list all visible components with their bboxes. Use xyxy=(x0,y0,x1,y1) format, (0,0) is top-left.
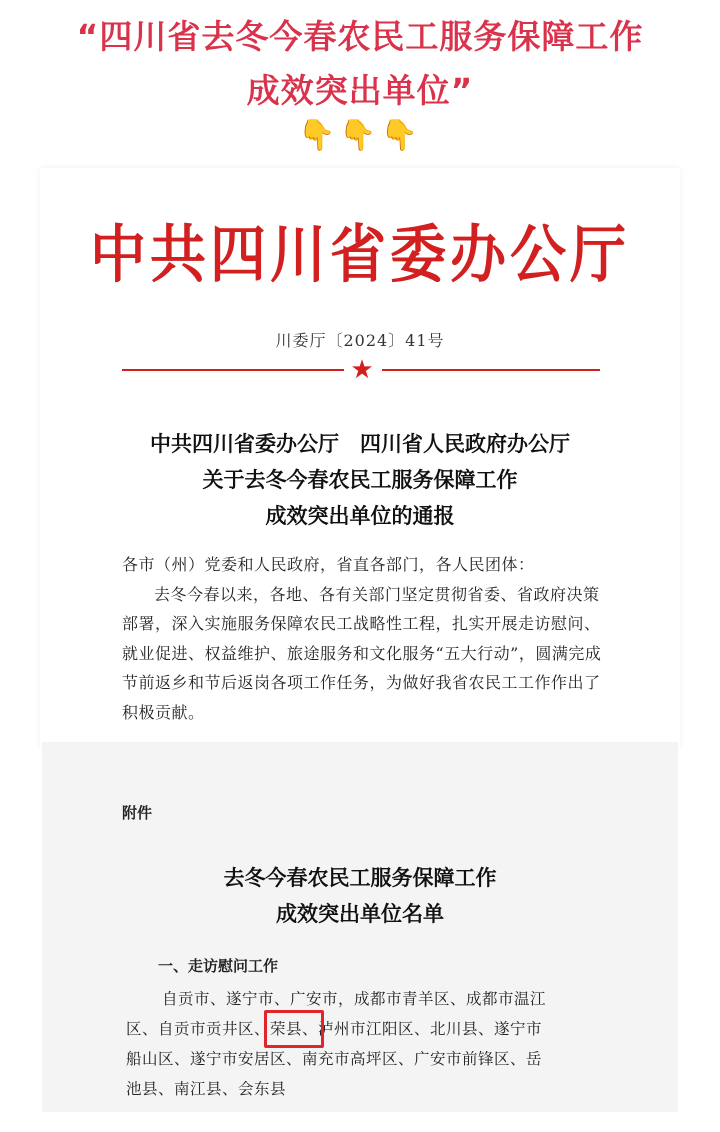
attachment-page xyxy=(42,742,678,1112)
unit-text: 区、自贡市贡井区、 xyxy=(126,1020,271,1038)
attachment-title-line: 成效突出单位名单 xyxy=(276,901,444,926)
unit-list xyxy=(126,984,606,1104)
red-divider-right xyxy=(382,369,600,371)
unit-list-line xyxy=(126,1074,606,1104)
section-heading: 一、走访慰问工作 xyxy=(158,957,279,975)
salutation: 各市（州）党委和人民政府，省直各部门，各人民团体： xyxy=(122,555,535,574)
unit-list-line xyxy=(126,984,606,1014)
headline-line-2: 成效突出单位” xyxy=(246,71,474,110)
headline-line-1: “四川省去冬今春农民工服务保障工作 xyxy=(76,17,644,56)
notice-title-line: 成效突出单位的通报 xyxy=(265,503,455,528)
red-star-icon: ★ xyxy=(350,355,374,385)
official-notice-page xyxy=(40,168,680,748)
document-number: 川委厅〔2024〕41号 xyxy=(275,331,445,350)
unit-list-line xyxy=(126,1044,606,1074)
highlighted-unit-rongxian: 荣县、 xyxy=(270,1014,318,1044)
unit-list-line xyxy=(126,1014,606,1044)
body-paragraph: 去冬今春以来，各地、各有关部门坚定贯彻省委、省政府决策部署，深入实施服务保障农民工战略性工程，扎实开展走访慰问、就业促进、权益维护、旅途服务和文化服务“五大行动”，圆满完成节前返乡和节后返岗各项工作任务，为做好我省农民工工作作出了积极贡献。 xyxy=(122,584,602,722)
unit-text: 池县、南江县、会东县 xyxy=(126,1080,287,1098)
attachment-title-line: 去冬今春农民工服务保障工作 xyxy=(223,865,497,890)
red-divider-left xyxy=(122,369,344,371)
unit-text: 泸州市江阳区、北川县、遂宁市 xyxy=(318,1020,543,1038)
notice-title-line: 中共四川省委办公厅 四川省人民政府办公厅 xyxy=(150,431,570,456)
unit-text: 船山区、遂宁市安居区、南充市高坪区、广安市前锋区、岳 xyxy=(126,1050,543,1068)
attachment-label: 附件 xyxy=(122,804,153,822)
notice-body xyxy=(122,550,606,728)
pointing-down-emoji-icon: 👇👇👇 xyxy=(297,118,423,153)
issuing-office-header: 中共四川省委办公厅 xyxy=(90,217,630,292)
attachment-title xyxy=(42,860,678,932)
notice-title xyxy=(40,426,680,534)
post-headline xyxy=(0,10,720,118)
notice-title-line: 关于去冬今春农民工服务保障工作 xyxy=(202,467,518,492)
unit-text: 自贡市、遂宁市、广安市，成都市青羊区、成都市温江 xyxy=(162,990,547,1008)
